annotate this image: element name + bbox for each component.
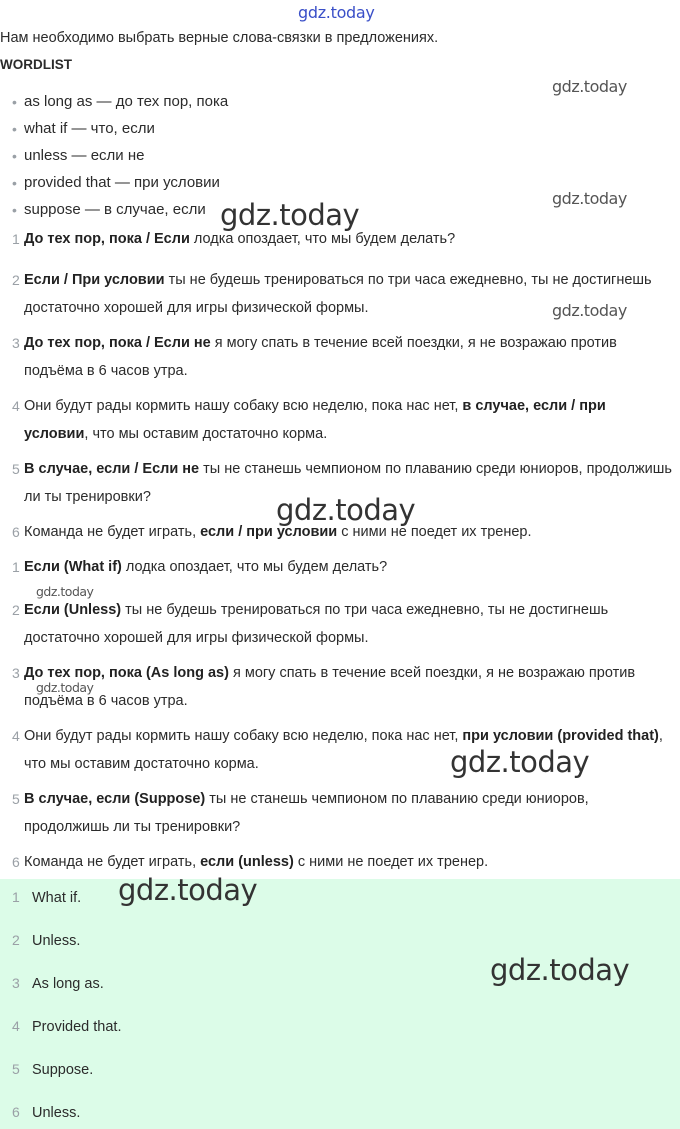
answers-panel: [0, 879, 680, 1129]
item-number: 1: [12, 559, 20, 575]
item-number: 5: [12, 1061, 20, 1077]
watermark: gdz.today: [36, 680, 94, 695]
bold-text: если (unless): [200, 854, 294, 870]
exercise-b-item: [12, 596, 674, 652]
exercise-b-item: [12, 659, 674, 715]
plain-text: ты не будешь тренироваться по три часа ежедневно, ты не достигнешь достаточно хорошей для игры физической формы.: [24, 602, 609, 646]
wordlist-heading: WORDLIST: [0, 57, 72, 72]
bold-text: если / при условии: [200, 524, 338, 540]
plain-text: ты не будешь тренироваться по три часа ежедневно, ты не достигнешь достаточно хорошей для игры физической формы.: [24, 272, 652, 316]
wordlist-item: [12, 174, 228, 201]
bold-text: До тех пор, пока / Если: [24, 231, 190, 247]
item-number: 4: [12, 728, 20, 744]
site-logo-top[interactable]: gdz.today: [298, 3, 375, 22]
item-number: 2: [12, 932, 20, 948]
answer-text: What if.: [32, 890, 82, 906]
item-number: 2: [12, 602, 20, 618]
plain-text: Команда не будет играть,: [24, 854, 201, 870]
item-number: 1: [12, 889, 20, 905]
plain-text: я могу спать в течение всей поездки, я не возражаю против подъёма в 6 часов утра.: [24, 335, 617, 379]
answer-item: [12, 888, 81, 907]
watermark: gdz.today: [118, 873, 258, 907]
watermark: gdz.today: [36, 584, 94, 599]
item-number: 4: [12, 398, 20, 414]
bold-text: В случае, если / Если не: [24, 461, 200, 477]
plain-text: лодка опоздает, что мы будем делать?: [189, 231, 456, 247]
item-number: 5: [12, 461, 20, 477]
watermark: gdz.today: [276, 493, 416, 527]
bullet-icon: •: [12, 175, 17, 191]
answer-item: [12, 1060, 93, 1079]
answer-item: [12, 931, 80, 950]
watermark: gdz.today: [220, 198, 360, 232]
answer-item: [12, 1017, 121, 1036]
bold-text: В случае, если (Suppose): [24, 791, 206, 807]
answer-item: [12, 974, 104, 993]
item-number: 6: [12, 524, 20, 540]
watermark: gdz.today: [450, 745, 590, 779]
plain-text: лодка опоздает, что мы будем делать?: [121, 559, 388, 575]
plain-text: Они будут рады кормить нашу собаку всю неделю, пока нас нет,: [24, 398, 463, 414]
wordlist-item: [12, 201, 228, 228]
item-number: 2: [12, 272, 20, 288]
wordlist-text: what if — что, если: [24, 120, 155, 137]
watermark: gdz.today: [490, 953, 630, 987]
bold-text: в случае, если / при условии: [24, 398, 606, 442]
intro-text: Нам необходимо выбрать верные слова-связки в предложениях.: [0, 30, 439, 46]
item-number: 5: [12, 791, 20, 807]
plain-text: ты не станешь чемпионом по плаванию среди юниоров, продолжишь ли ты тренировки?: [24, 461, 672, 505]
item-number: 3: [12, 665, 20, 681]
plain-text: с ними не поедет их тренер.: [337, 524, 532, 540]
answer-text: Suppose.: [32, 1062, 94, 1078]
exercise-b-item: [12, 553, 674, 581]
watermark: gdz.today: [552, 301, 627, 320]
wordlist-text: provided that — при условии: [24, 174, 220, 191]
watermark: gdz.today: [552, 77, 627, 96]
wordlist-text: suppose — в случае, если: [24, 201, 206, 218]
plain-text: , что мы оставим достаточно корма.: [84, 426, 328, 442]
bold-text: Если / При условии: [24, 272, 165, 288]
answer-text: Unless.: [32, 933, 81, 949]
bold-text: при условии (provided that): [462, 728, 659, 744]
item-number: 3: [12, 335, 20, 351]
item-number: 3: [12, 975, 20, 991]
plain-text: , что мы оставим достаточно корма.: [24, 728, 663, 772]
bold-text: До тех пор, пока / Если не: [24, 335, 211, 351]
item-number: 6: [12, 1104, 20, 1120]
wordlist-text: unless — если не: [24, 147, 145, 164]
bullet-icon: •: [12, 202, 17, 218]
exercise-a-item: [12, 329, 674, 385]
bullet-icon: •: [12, 148, 17, 164]
watermark: gdz.today: [552, 189, 627, 208]
exercise-b-item: [12, 848, 674, 876]
wordlist: [12, 93, 228, 228]
answer-text: Provided that.: [32, 1019, 122, 1035]
bold-text: Если (What if): [24, 559, 122, 575]
wordlist-item: [12, 147, 228, 174]
bullet-icon: •: [12, 121, 17, 137]
exercise-a-item: [12, 392, 674, 448]
item-number: 1: [12, 231, 20, 247]
exercise-b-item: [12, 785, 674, 841]
plain-text: Команда не будет играть,: [24, 524, 201, 540]
wordlist-text: as long as — до тех пор, пока: [24, 93, 229, 110]
bold-text: Если (Unless): [24, 602, 122, 618]
answer-text: As long as.: [32, 976, 104, 992]
answer-text: Unless.: [32, 1105, 81, 1121]
plain-text: ты не станешь чемпионом по плаванию среди юниоров, продолжишь ли ты тренировки?: [24, 791, 589, 835]
bold-text: До тех пор, пока (As long as): [24, 665, 229, 681]
wordlist-item: [12, 120, 228, 147]
item-number: 6: [12, 854, 20, 870]
plain-text: я могу спать в течение всей поездки, я не возражаю против подъёма в 6 часов утра.: [24, 665, 636, 709]
plain-text: с ними не поедет их тренер.: [293, 854, 489, 870]
wordlist-item: [12, 93, 228, 120]
answer-item: [12, 1103, 80, 1122]
plain-text: Они будут рады кормить нашу собаку всю неделю, пока нас нет,: [24, 728, 463, 744]
item-number: 4: [12, 1018, 20, 1034]
bullet-icon: •: [12, 94, 17, 110]
